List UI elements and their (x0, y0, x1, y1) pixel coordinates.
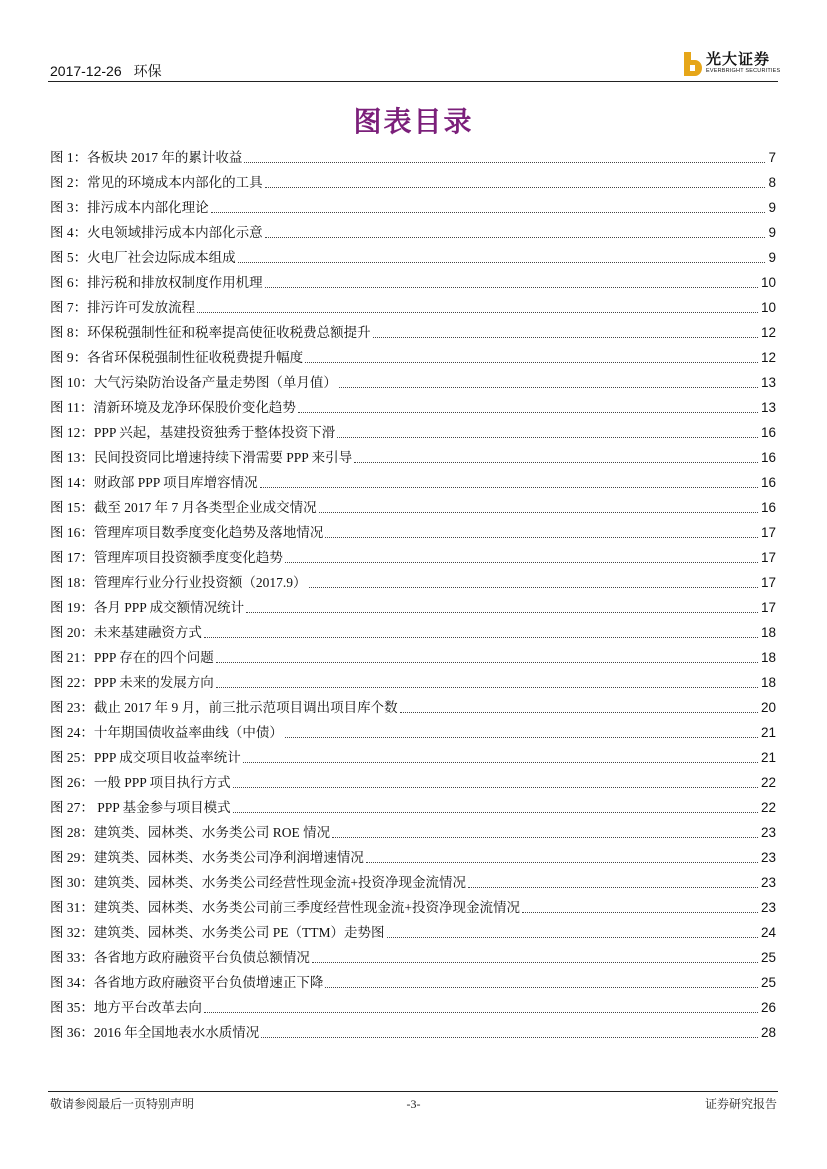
toc-entry[interactable] (50, 420, 776, 445)
dot-leader (339, 387, 758, 388)
toc-entry[interactable] (50, 895, 776, 920)
dot-leader (216, 687, 758, 688)
toc-entry-label: 图 36：2016 年全国地表水水质情况 (50, 1025, 260, 1040)
toc-entry[interactable] (50, 845, 776, 870)
toc-entry-page: 10 (760, 300, 776, 315)
toc-entry[interactable] (50, 195, 776, 220)
toc-entry-page: 17 (760, 525, 776, 540)
toc-entry-label: 图 14：财政部 PPP 项目库增容情况 (50, 475, 258, 490)
footer-divider (48, 1091, 778, 1092)
toc-entry[interactable] (50, 295, 776, 320)
toc-entry[interactable] (50, 595, 776, 620)
toc-entry[interactable] (50, 995, 776, 1020)
toc-entry-label: 图 15：截至 2017 年 7 月各类型企业成交情况 (50, 500, 317, 515)
toc-entry-page: 8 (768, 175, 776, 190)
everbright-logo (684, 50, 780, 78)
toc-entry-page: 21 (760, 725, 776, 740)
toc-entry-label: 图 23：截止 2017 年 9 月，前三批示范项目调出项目库个数 (50, 700, 398, 715)
dot-leader (325, 987, 758, 988)
dot-leader (243, 762, 758, 763)
everbright-logo-icon (684, 52, 702, 76)
header-category: 环保 (133, 63, 162, 79)
toc-entry-label: 图 21：PPP 存在的四个问题 (50, 650, 214, 665)
toc-entry-page: 18 (760, 625, 776, 640)
toc-entry-page: 7 (768, 150, 776, 165)
toc-entry[interactable] (50, 245, 776, 270)
toc-entry-label: 图 3：排污成本内部化理论 (50, 200, 209, 215)
toc-entry[interactable] (50, 170, 776, 195)
toc-entry-page: 13 (760, 400, 776, 415)
toc-entry[interactable] (50, 820, 776, 845)
toc-entry-label: 图 31：建筑类、园林类、水务类公司前三季度经营性现金流+投资净现金流情况 (50, 900, 520, 915)
toc-entry-label: 图 6：排污税和排放权制度作用机理 (50, 275, 263, 290)
toc-entry-page: 16 (760, 500, 776, 515)
toc-entry-label: 图 18：管理库行业分行业投资额（2017.9） (50, 575, 307, 590)
dot-leader (298, 412, 758, 413)
toc-entry-page: 25 (760, 950, 776, 965)
toc-entry-page: 18 (760, 675, 776, 690)
dot-leader (265, 237, 766, 238)
toc-entry-page: 22 (760, 800, 776, 815)
toc-entry-page: 23 (760, 900, 776, 915)
toc-entry[interactable] (50, 320, 776, 345)
dot-leader (197, 312, 758, 313)
toc-entry[interactable] (50, 220, 776, 245)
toc-entry[interactable] (50, 470, 776, 495)
toc-entry-page: 16 (760, 425, 776, 440)
dot-leader (204, 1012, 758, 1013)
toc-entry[interactable] (50, 670, 776, 695)
toc-entry[interactable] (50, 745, 776, 770)
toc-entry-label: 图 5：火电厂社会边际成本组成 (50, 250, 236, 265)
toc-entry-page: 28 (760, 1025, 776, 1040)
dot-leader (468, 887, 758, 888)
toc-entry-page: 23 (760, 850, 776, 865)
toc-entry-label: 图 4：火电领域排污成本内部化示意 (50, 225, 263, 240)
toc-entry-page: 16 (760, 450, 776, 465)
toc-entry-label: 图 28：建筑类、园林类、水务类公司 ROE 情况 (50, 825, 331, 840)
toc-entry[interactable] (50, 445, 776, 470)
dot-leader (522, 912, 758, 913)
dot-leader (238, 262, 766, 263)
dot-leader (260, 487, 758, 488)
toc-entry-label: 图 7：排污许可发放流程 (50, 300, 196, 315)
toc-entry-label: 图 35：地方平台改革去向 (50, 1000, 202, 1015)
toc-entry[interactable] (50, 345, 776, 370)
toc-entry[interactable] (50, 1020, 776, 1045)
toc-entry[interactable] (50, 920, 776, 945)
toc-entry[interactable] (50, 720, 776, 745)
toc-entry[interactable] (50, 945, 776, 970)
toc-entry[interactable] (50, 495, 776, 520)
toc-entry-label: 图 12：PPP 兴起，基建投资独秀于整体投资下滑 (50, 425, 336, 440)
dot-leader (211, 212, 766, 213)
dot-leader (373, 337, 758, 338)
toc-entry[interactable] (50, 795, 776, 820)
toc-entry-label: 图 1：各板块 2017 年的累计收益 (50, 150, 243, 165)
toc-entry-page: 23 (760, 825, 776, 840)
toc-entry-label: 图 25：PPP 成交项目收益率统计 (50, 750, 241, 765)
figure-list (50, 145, 776, 1045)
toc-entry-page: 17 (760, 550, 776, 565)
dot-leader (204, 637, 758, 638)
toc-entry[interactable] (50, 520, 776, 545)
dot-leader (246, 612, 758, 613)
dot-leader (337, 437, 758, 438)
toc-entry-page: 9 (768, 225, 776, 240)
header-date: 2017-12-26 (50, 63, 122, 79)
toc-entry-page: 10 (760, 275, 776, 290)
toc-entry-page: 12 (760, 350, 776, 365)
dot-leader (354, 462, 758, 463)
toc-entry[interactable] (50, 695, 776, 720)
toc-entry-page: 20 (760, 700, 776, 715)
dot-leader (305, 362, 758, 363)
logo-name-cn: 光大证券 (706, 50, 771, 68)
dot-leader (309, 587, 758, 588)
toc-entry[interactable] (50, 370, 776, 395)
toc-entry-label: 图 22：PPP 未来的发展方向 (50, 675, 214, 690)
toc-entry-label: 图 19：各月 PPP 成交额情况统计 (50, 600, 245, 615)
dot-leader (216, 662, 758, 663)
toc-entry[interactable] (50, 545, 776, 570)
logo-name-en: EVERBRIGHT SECURITIES (706, 68, 781, 74)
toc-entry[interactable] (50, 570, 776, 595)
toc-entry-page: 23 (760, 875, 776, 890)
toc-entry-label: 图 26：一般 PPP 项目执行方式 (50, 775, 231, 790)
toc-entry[interactable] (50, 145, 776, 170)
toc-entry-page: 22 (760, 775, 776, 790)
dot-leader (265, 187, 766, 188)
toc-entry-page: 26 (760, 1000, 776, 1015)
dot-leader (261, 1037, 758, 1038)
toc-entry-label: 图 8：环保税强制性征和税率提高使征收税费总额提升 (50, 325, 371, 340)
toc-entry-page: 21 (760, 750, 776, 765)
toc-entry-label: 图 13：民间投资同比增速持续下滑需要 PPP 来引导 (50, 450, 353, 465)
toc-entry[interactable] (50, 870, 776, 895)
footer-report-type: 证券研究报告 (704, 1097, 777, 1111)
toc-entry[interactable] (50, 270, 776, 295)
dot-leader (366, 862, 758, 863)
dot-leader (312, 962, 758, 963)
toc-entry-page: 9 (768, 200, 776, 215)
toc-entry[interactable] (50, 970, 776, 995)
toc-entry-page: 24 (760, 925, 776, 940)
toc-entry-label: 图 9：各省环保税强制性征收税费提升幅度 (50, 350, 304, 365)
dot-leader (319, 512, 758, 513)
page-title: 图表目录 (353, 105, 474, 138)
toc-entry[interactable] (50, 645, 776, 670)
toc-entry-label: 图 17：管理库项目投资额季度变化趋势 (50, 550, 283, 565)
dot-leader (233, 812, 758, 813)
toc-entry-label: 图 29：建筑类、园林类、水务类公司净利润增速情况 (50, 850, 364, 865)
toc-entry-page: 16 (760, 475, 776, 490)
toc-entry-label: 图 30：建筑类、园林类、水务类公司经营性现金流+投资净现金流情况 (50, 875, 466, 890)
toc-entry-page: 12 (760, 325, 776, 340)
dot-leader (387, 937, 758, 938)
dot-leader (244, 162, 765, 163)
toc-entry[interactable] (50, 620, 776, 645)
dot-leader (285, 737, 758, 738)
dot-leader (265, 287, 758, 288)
toc-entry[interactable] (50, 770, 776, 795)
toc-entry-label: 图 27： PPP 基金参与项目模式 (50, 800, 231, 815)
toc-entry-label: 图 20：未来基建融资方式 (50, 625, 202, 640)
toc-entry-label: 图 34：各省地方政府融资平台负债增速正下降 (50, 975, 324, 990)
dot-leader (400, 712, 758, 713)
toc-entry-label: 图 32：建筑类、园林类、水务类公司 PE（TTM）走势图 (50, 925, 385, 940)
toc-entry-page: 9 (768, 250, 776, 265)
footer-disclaimer: 敬请参阅最后一页特别声明 (50, 1097, 195, 1111)
dot-leader (285, 562, 758, 563)
header-divider (48, 81, 778, 82)
toc-entry-page: 17 (760, 600, 776, 615)
toc-entry-label: 图 2：常见的环境成本内部化的工具 (50, 175, 263, 190)
toc-entry-label: 图 16：管理库项目数季度变化趋势及落地情况 (50, 525, 324, 540)
toc-entry-label: 图 24：十年期国债收益率曲线（中债） (50, 725, 283, 740)
dot-leader (233, 787, 758, 788)
toc-entry-label: 图 33：各省地方政府融资平台负债总额情况 (50, 950, 310, 965)
toc-entry-page: 25 (760, 975, 776, 990)
page-header (50, 62, 162, 80)
toc-entry-page: 18 (760, 650, 776, 665)
toc-entry-page: 13 (760, 375, 776, 390)
toc-entry[interactable] (50, 395, 776, 420)
dot-leader (332, 837, 758, 838)
toc-entry-page: 17 (760, 575, 776, 590)
toc-entry-label: 图 10：大气污染防治设备产量走势图（单月值） (50, 375, 337, 390)
toc-entry-label: 图 11：清新环境及龙净环保股价变化趋势 (50, 400, 296, 415)
dot-leader (325, 537, 758, 538)
footer-page-number: -3- (406, 1097, 421, 1111)
